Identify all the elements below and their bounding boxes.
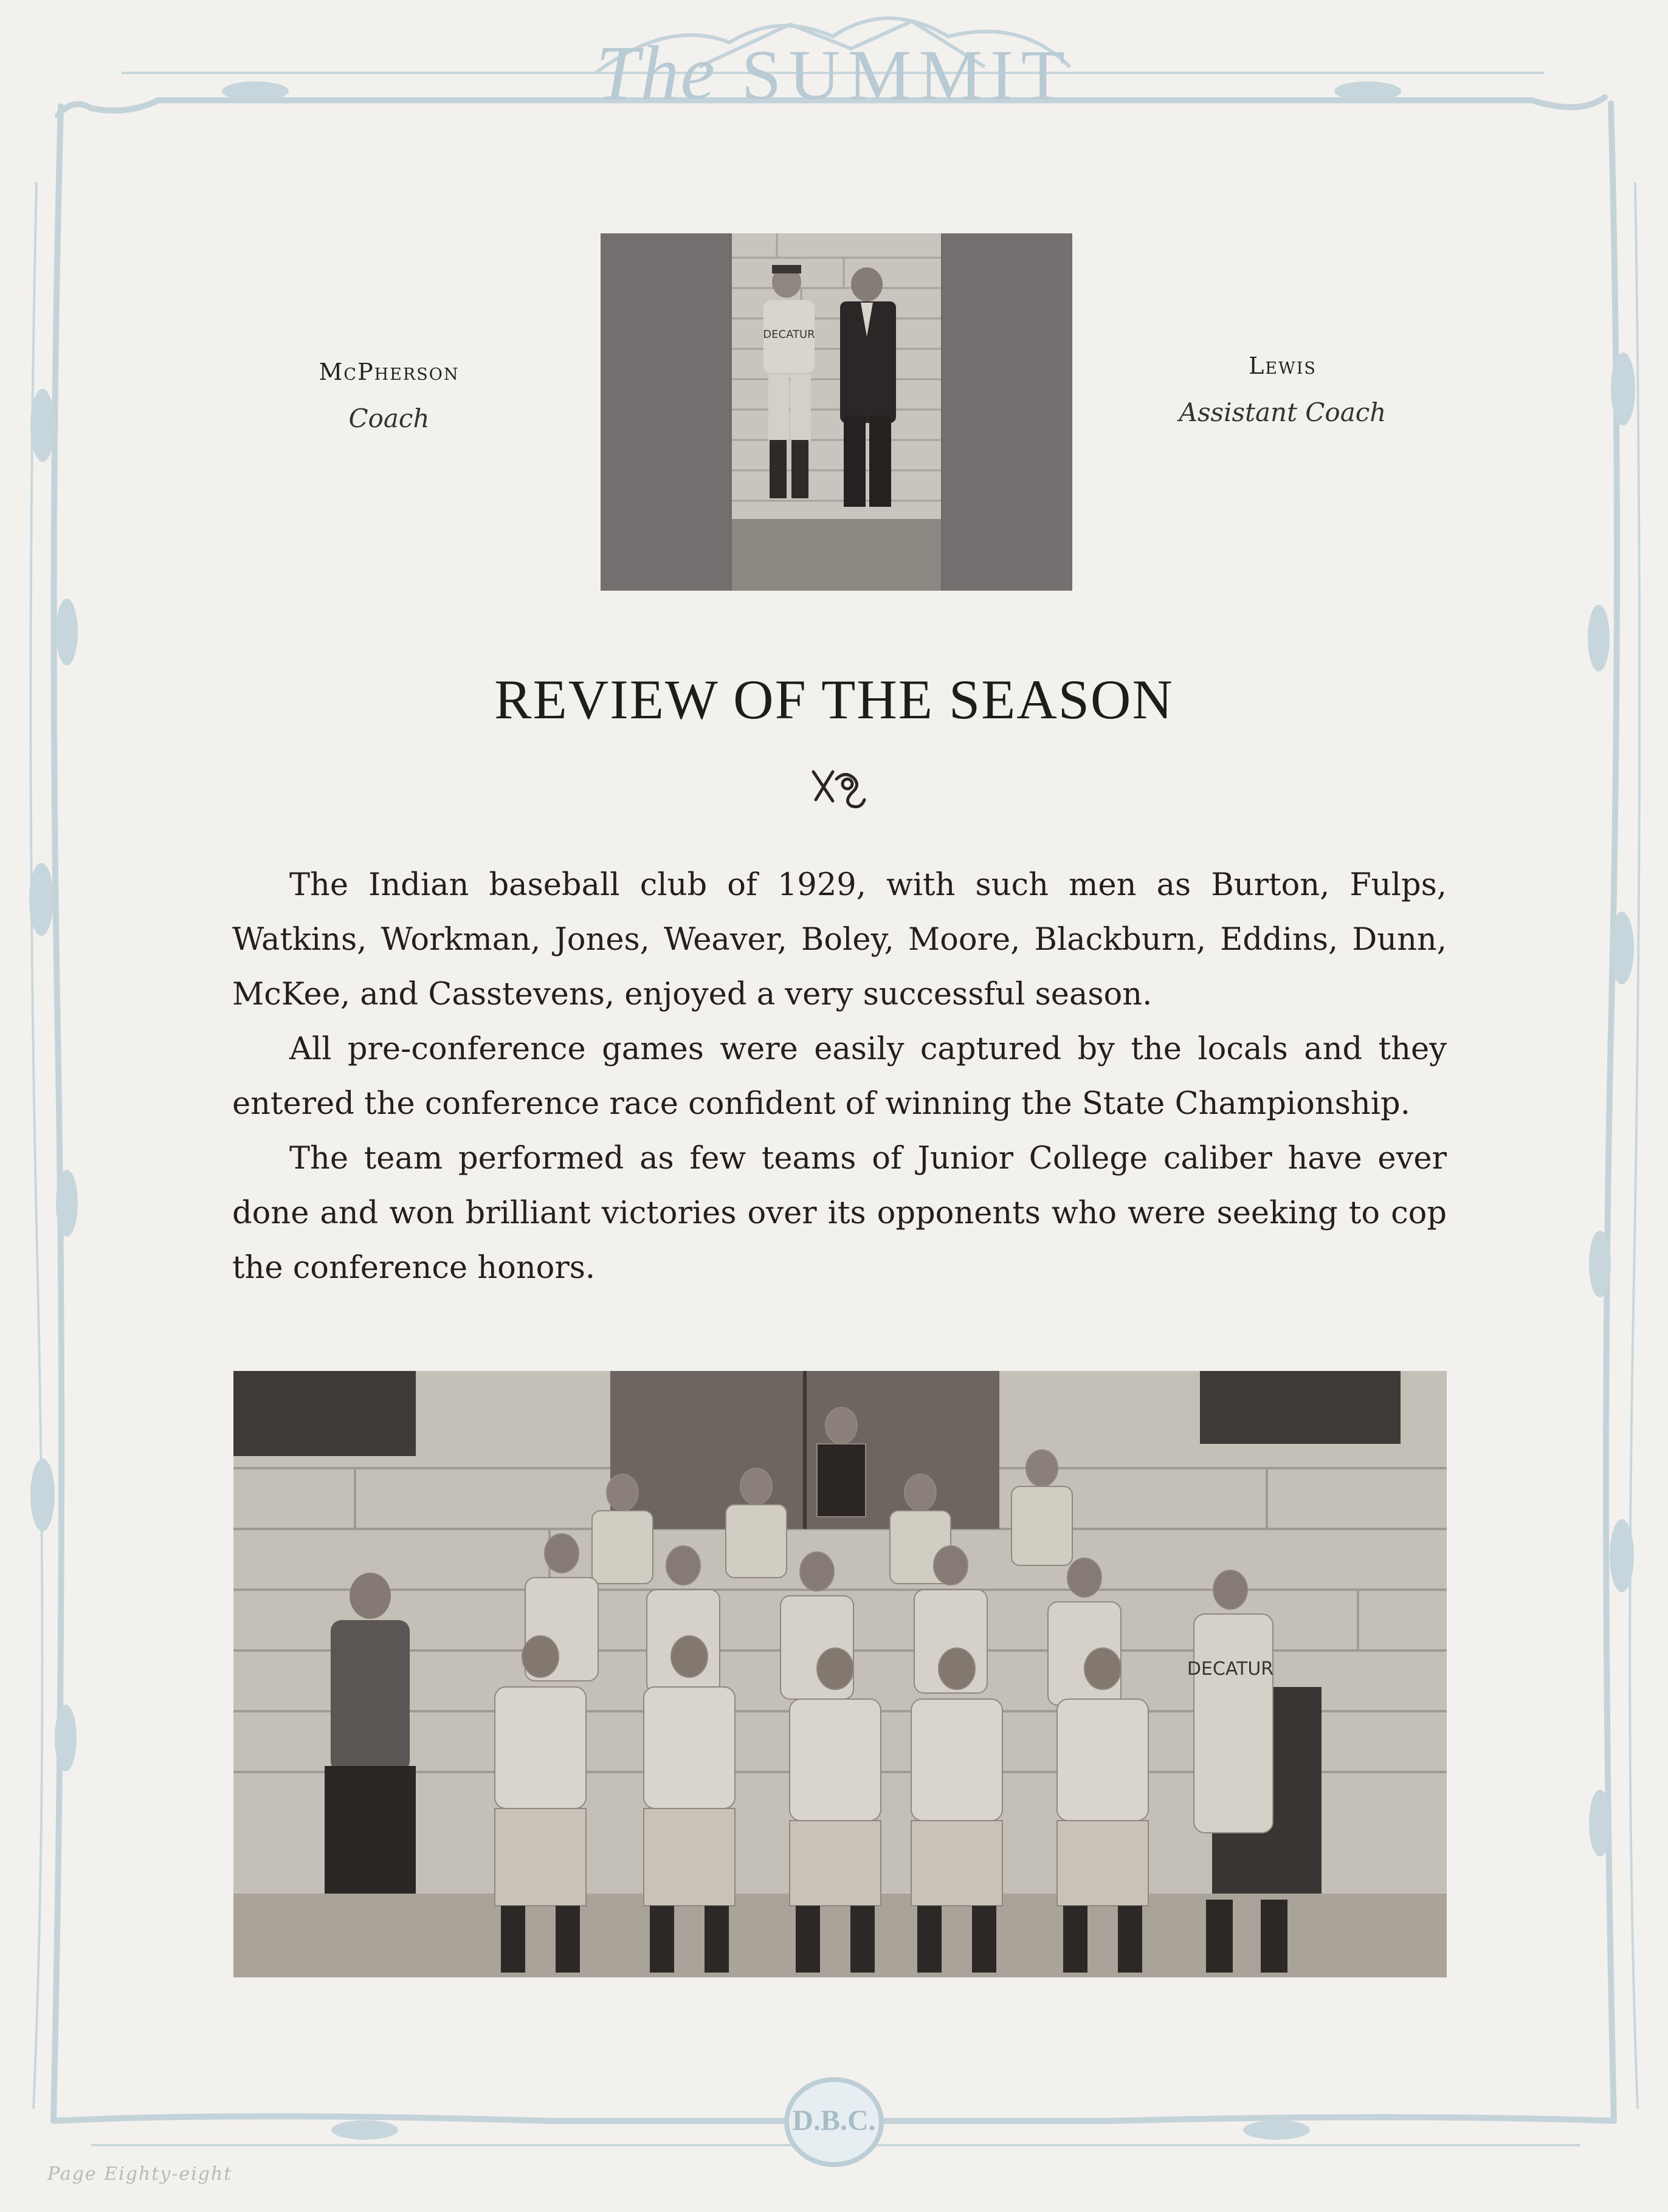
coach-left-name: McPherson: [319, 359, 460, 385]
team-jersey-text: DECATUR: [1187, 1658, 1274, 1680]
coach-right-role: Assistant Coach: [1179, 397, 1387, 427]
article-paragraph: The Indian baseball club of 1929, with such men as Burton, Fulps, Watkins, Workman, Jones, Weaver, Boley, Moore, Blackburn, Eddins, Dunn, McKee, and Casstevens, enjoyed a very successful season.: [232, 867, 1447, 1012]
masthead-prefix: The: [596, 30, 717, 116]
ornament-icon: [808, 766, 869, 808]
page-folio: Page Eighty-eight: [47, 2163, 233, 2185]
masthead: [0, 30, 1668, 116]
coach-jersey-text: DECATUR: [763, 328, 815, 341]
coach-left-role: Coach: [348, 404, 430, 433]
article-title: REVIEW OF THE SEASON: [494, 668, 1174, 730]
footer-monogram: D.B.C.: [792, 2104, 876, 2137]
article-paragraph: The team performed as few teams of Junior College caliber have ever done and won brilliant victories over its opponents who were seeking to cop the conference honors.: [232, 1141, 1447, 1286]
article-body: [232, 858, 1447, 1296]
team-photo: [233, 1371, 1447, 1977]
coach-right-name: Lewis: [1249, 352, 1317, 379]
masthead-title: SUMMIT: [741, 35, 1072, 115]
coaches-photo: [601, 233, 1072, 591]
article-paragraph: All pre-conference games were easily captured by the locals and they entered the conference race confident of winning the State Championship.: [232, 1031, 1447, 1122]
